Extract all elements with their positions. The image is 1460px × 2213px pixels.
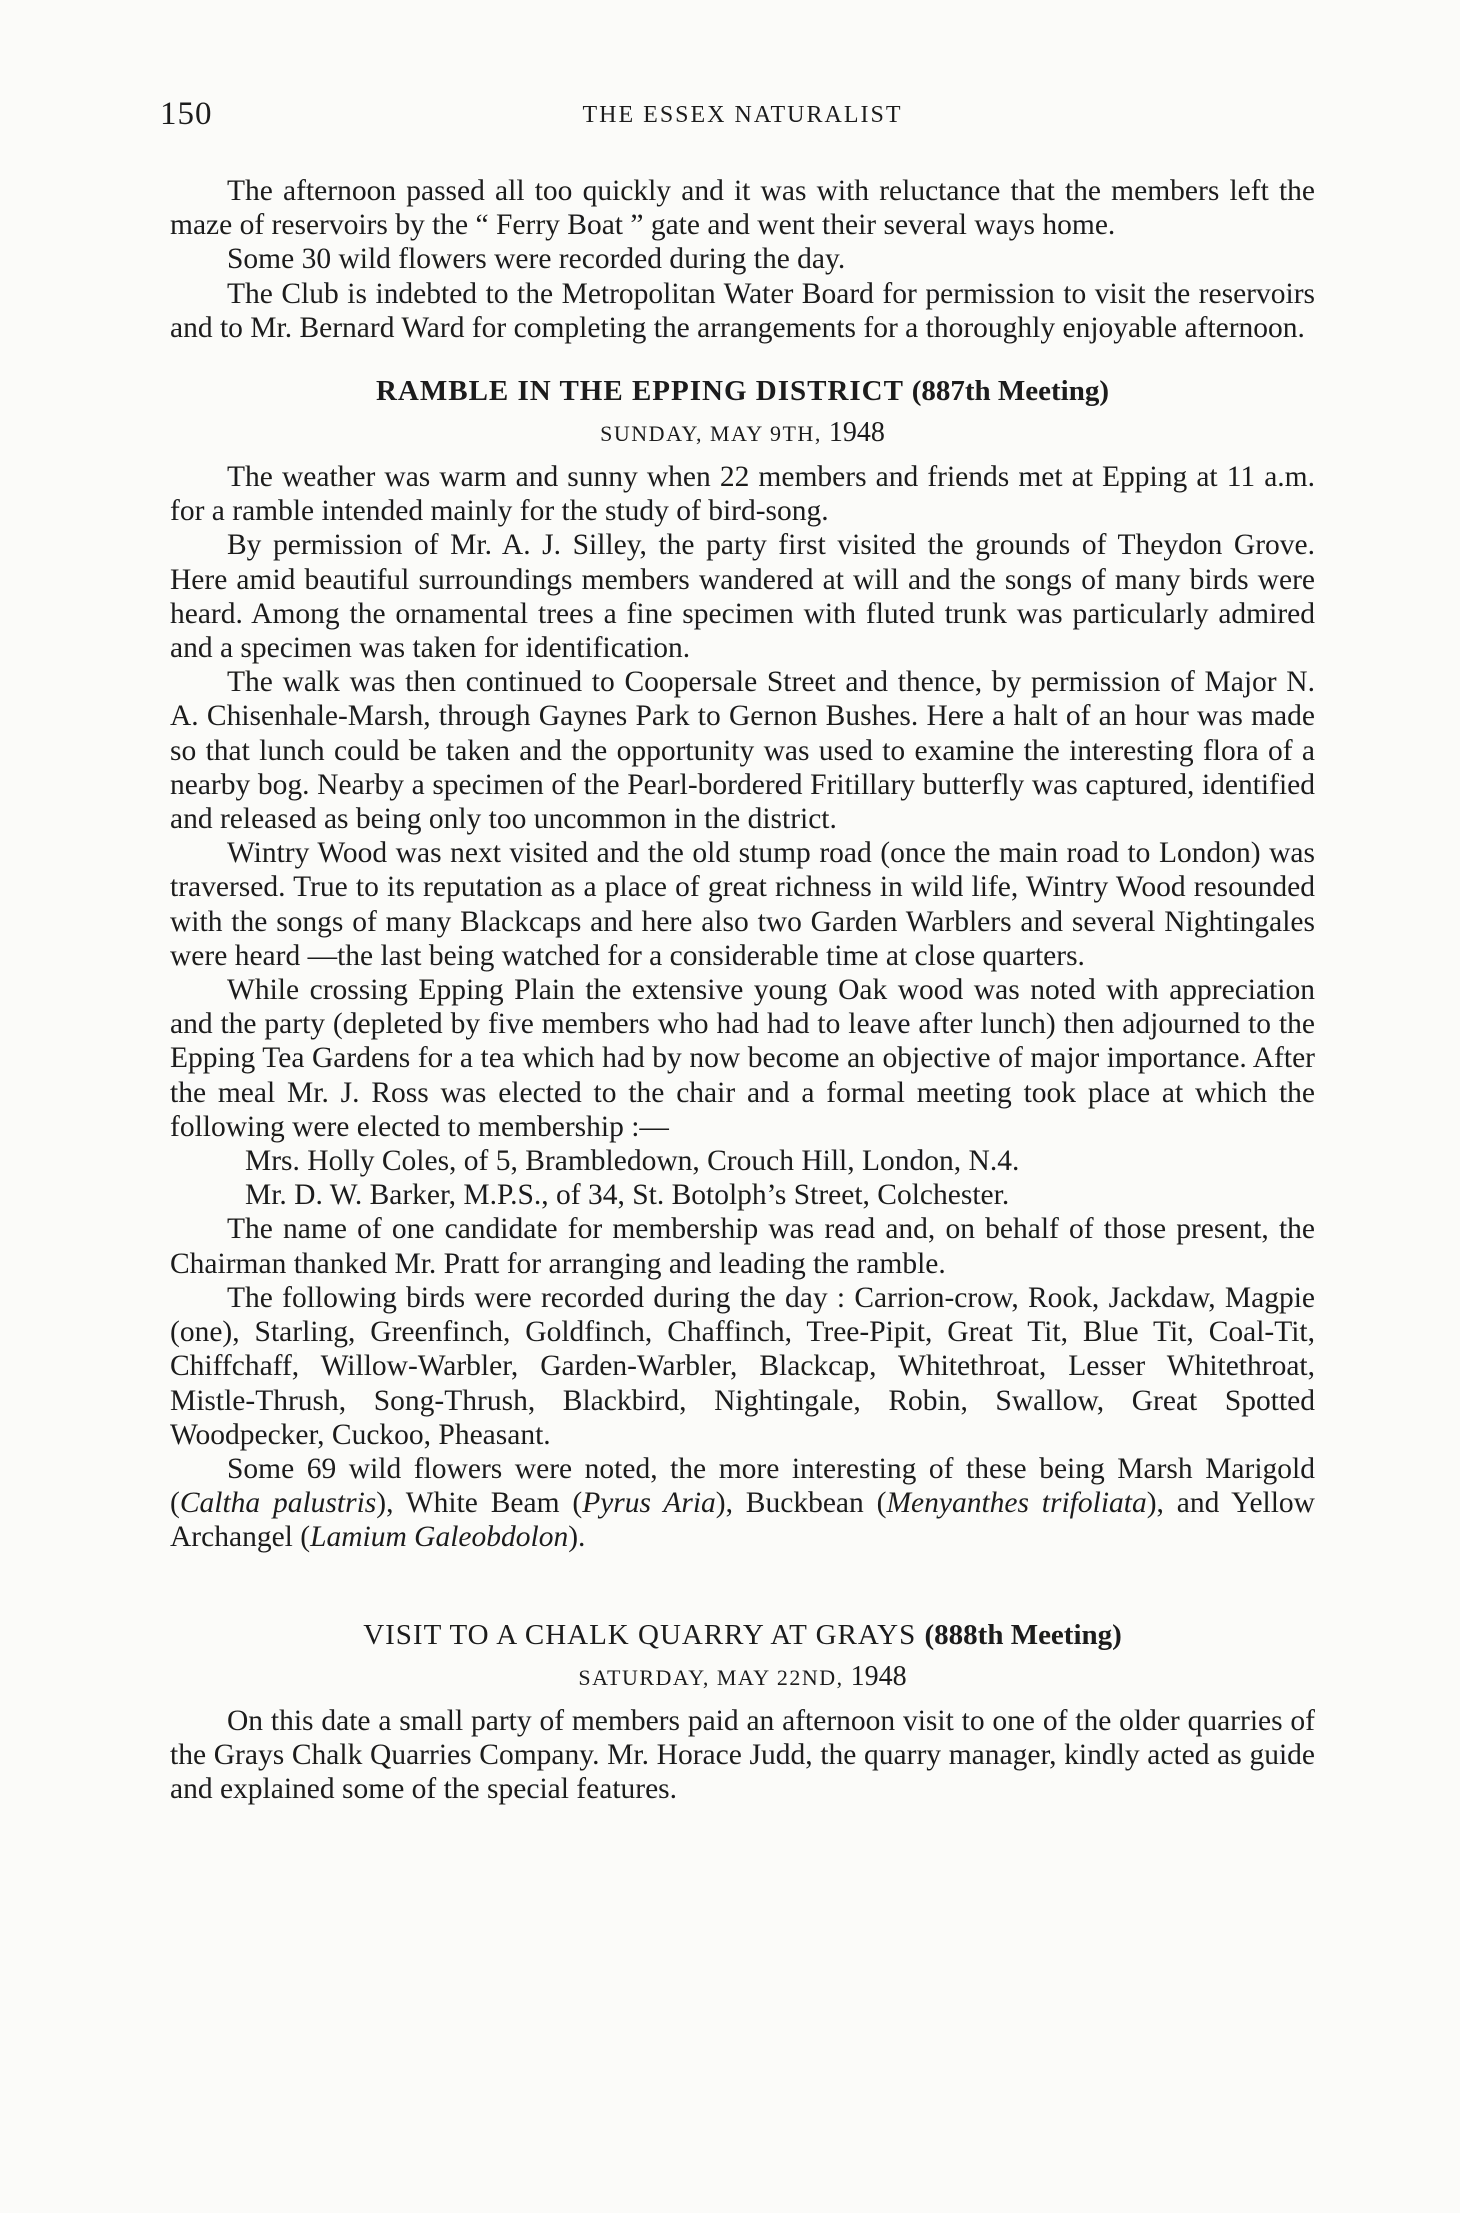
- journal-title: THE ESSEX NATURALIST: [582, 102, 903, 128]
- paragraph: The weather was warm and sunny when 22 members and friends met at Epping at 11 a.m. for a ramble intended mainly for the study of bird-song.: [170, 461, 1315, 528]
- new-member-entry: Mr. D. W. Barker, M.P.S., of 34, St. Botolph’s Street, Colchester.: [245, 1179, 1010, 1212]
- latin-name: Lamium Galeobdolon: [310, 1521, 569, 1554]
- page-content: [170, 174, 1315, 1806]
- flowers-text: ), Buckbean (: [715, 1487, 887, 1520]
- page-number: 150: [160, 96, 213, 132]
- flowers-text: ), and Yellow Archangel (: [170, 1487, 1315, 1554]
- meeting-number: (888th Meeting): [924, 1618, 1122, 1651]
- latin-name: Pyrus Aria: [582, 1487, 716, 1520]
- flowers-text: Some 69 wild flowers were noted, the more interesting of these being Marsh Marigold (: [170, 1452, 1315, 1520]
- date-text: SATURDAY, MAY 22ND,: [578, 1664, 844, 1690]
- paragraph: Some 30 wild flowers were recorded during the day.: [227, 243, 846, 276]
- new-member-entry: Mrs. Holly Coles, of 5, Brambledown, Crouch Hill, London, N.4.: [245, 1145, 1020, 1178]
- meeting-number: (887th Meeting): [911, 375, 1110, 408]
- latin-name: Menyanthes trifoliata: [886, 1487, 1147, 1520]
- paragraph: By permission of Mr. A. J. Silley, the party first visited the grounds of Theydon Grove. Here amid beautiful surroundings members wandered at will and the songs of many birds were heard. Among the ornamental trees a fine specimen with fluted trunk was particularly admired and a specimen was taken for identification.: [170, 529, 1315, 665]
- flowers-paragraph: [170, 1452, 1315, 1555]
- chalk-quarry-section: [170, 1617, 1315, 1807]
- section-title: VISIT TO A CHALK QUARRY AT GRAYS: [363, 1618, 917, 1651]
- date-year: 1948: [850, 1660, 907, 1692]
- paragraph: The afternoon passed all too quickly and it was with reluctance that the members left the maze of reservoirs by the “ Ferry Boat ” gate and went their several ways home.: [170, 175, 1315, 242]
- paragraph: The walk was then continued to Coopersale Street and thence, by permission of Major N. A. Chisenhale-Marsh, through Gaynes Park to Gernon Bushes. Here a halt of an hour was made so that lunch could be taken and the opportunity was used to examine the interesting flora of a nearby bog. Nearby a specimen of the Pearl-bordered Fritillary butterfly was captured, identified and released as being only too uncommon in the district.: [170, 666, 1315, 836]
- flowers-text: ).: [568, 1521, 586, 1554]
- paragraph: While crossing Epping Plain the extensive young Oak wood was noted with appreciation and the party (depleted by five members who had had to leave after lunch) then adjourned to the Epping Tea Gardens for a tea which had by now become an objective of major importance. After the meal Mr. J. Ross was elected to the chair and a formal meeting took place at which the following were elected to membership :—: [170, 974, 1315, 1143]
- epping-ramble-section: [170, 373, 1315, 1555]
- date-text: SUNDAY, MAY 9TH,: [600, 421, 822, 447]
- section-date: [170, 417, 1315, 450]
- paragraph: The Club is indebted to the Metropolitan Water Board for permission to visit the reservoirs and to Mr. Bernard Ward for completing the arrangements for a thoroughly enjoyable afternoon.: [170, 277, 1315, 344]
- flowers-text: ), White Beam (: [376, 1487, 583, 1520]
- section-heading: [170, 373, 1315, 409]
- section-title: RAMBLE IN THE EPPING DISTRICT: [375, 375, 904, 408]
- birds-paragraph: The following birds were recorded during the day : Carrion-crow, Rook, Jackdaw, Magpie (one), Starling, Greenfinch, Goldfinch, Chaffinch, Tree-Pipit, Great Tit, Blue Tit, Coal-Tit, Chiffchaff, Willow-Warbler, Garden-Warbler, Blackcap, Whitethroat, Lesser Whitethroat, Mistle-Thrush, Song-Thrush, Blackbird, Nightingale, Robin, Swallow, Great Spotted Woodpecker, Cuckoo, Pheasant.: [170, 1281, 1315, 1451]
- paragraph: Wintry Wood was next visited and the old stump road (once the main road to London) was traversed. True to its reputation as a place of great richness in wild life, Wintry Wood resounded with the songs of many Blackcaps and here also two Garden Warblers and several Nightingales were heard —the last being watched for a considerable time at close quarters.: [170, 837, 1315, 972]
- paragraph: The name of one candidate for membership was read and, on behalf of those present, the Chairman thanked Mr. Pratt for arranging and leading the ramble.: [170, 1213, 1315, 1280]
- section-heading: [170, 1617, 1315, 1653]
- section-date: [170, 1661, 1315, 1694]
- paragraph: On this date a small party of members paid an afternoon visit to one of the older quarries of the Grays Chalk Quarries Company. Mr. Horace Judd, the quarry manager, kindly acted as guide and explained some of the special features.: [170, 1704, 1315, 1805]
- latin-name: Caltha palustris: [179, 1487, 377, 1520]
- date-year: 1948: [828, 417, 885, 449]
- intro-section: [170, 174, 1315, 345]
- running-head: [160, 96, 1325, 138]
